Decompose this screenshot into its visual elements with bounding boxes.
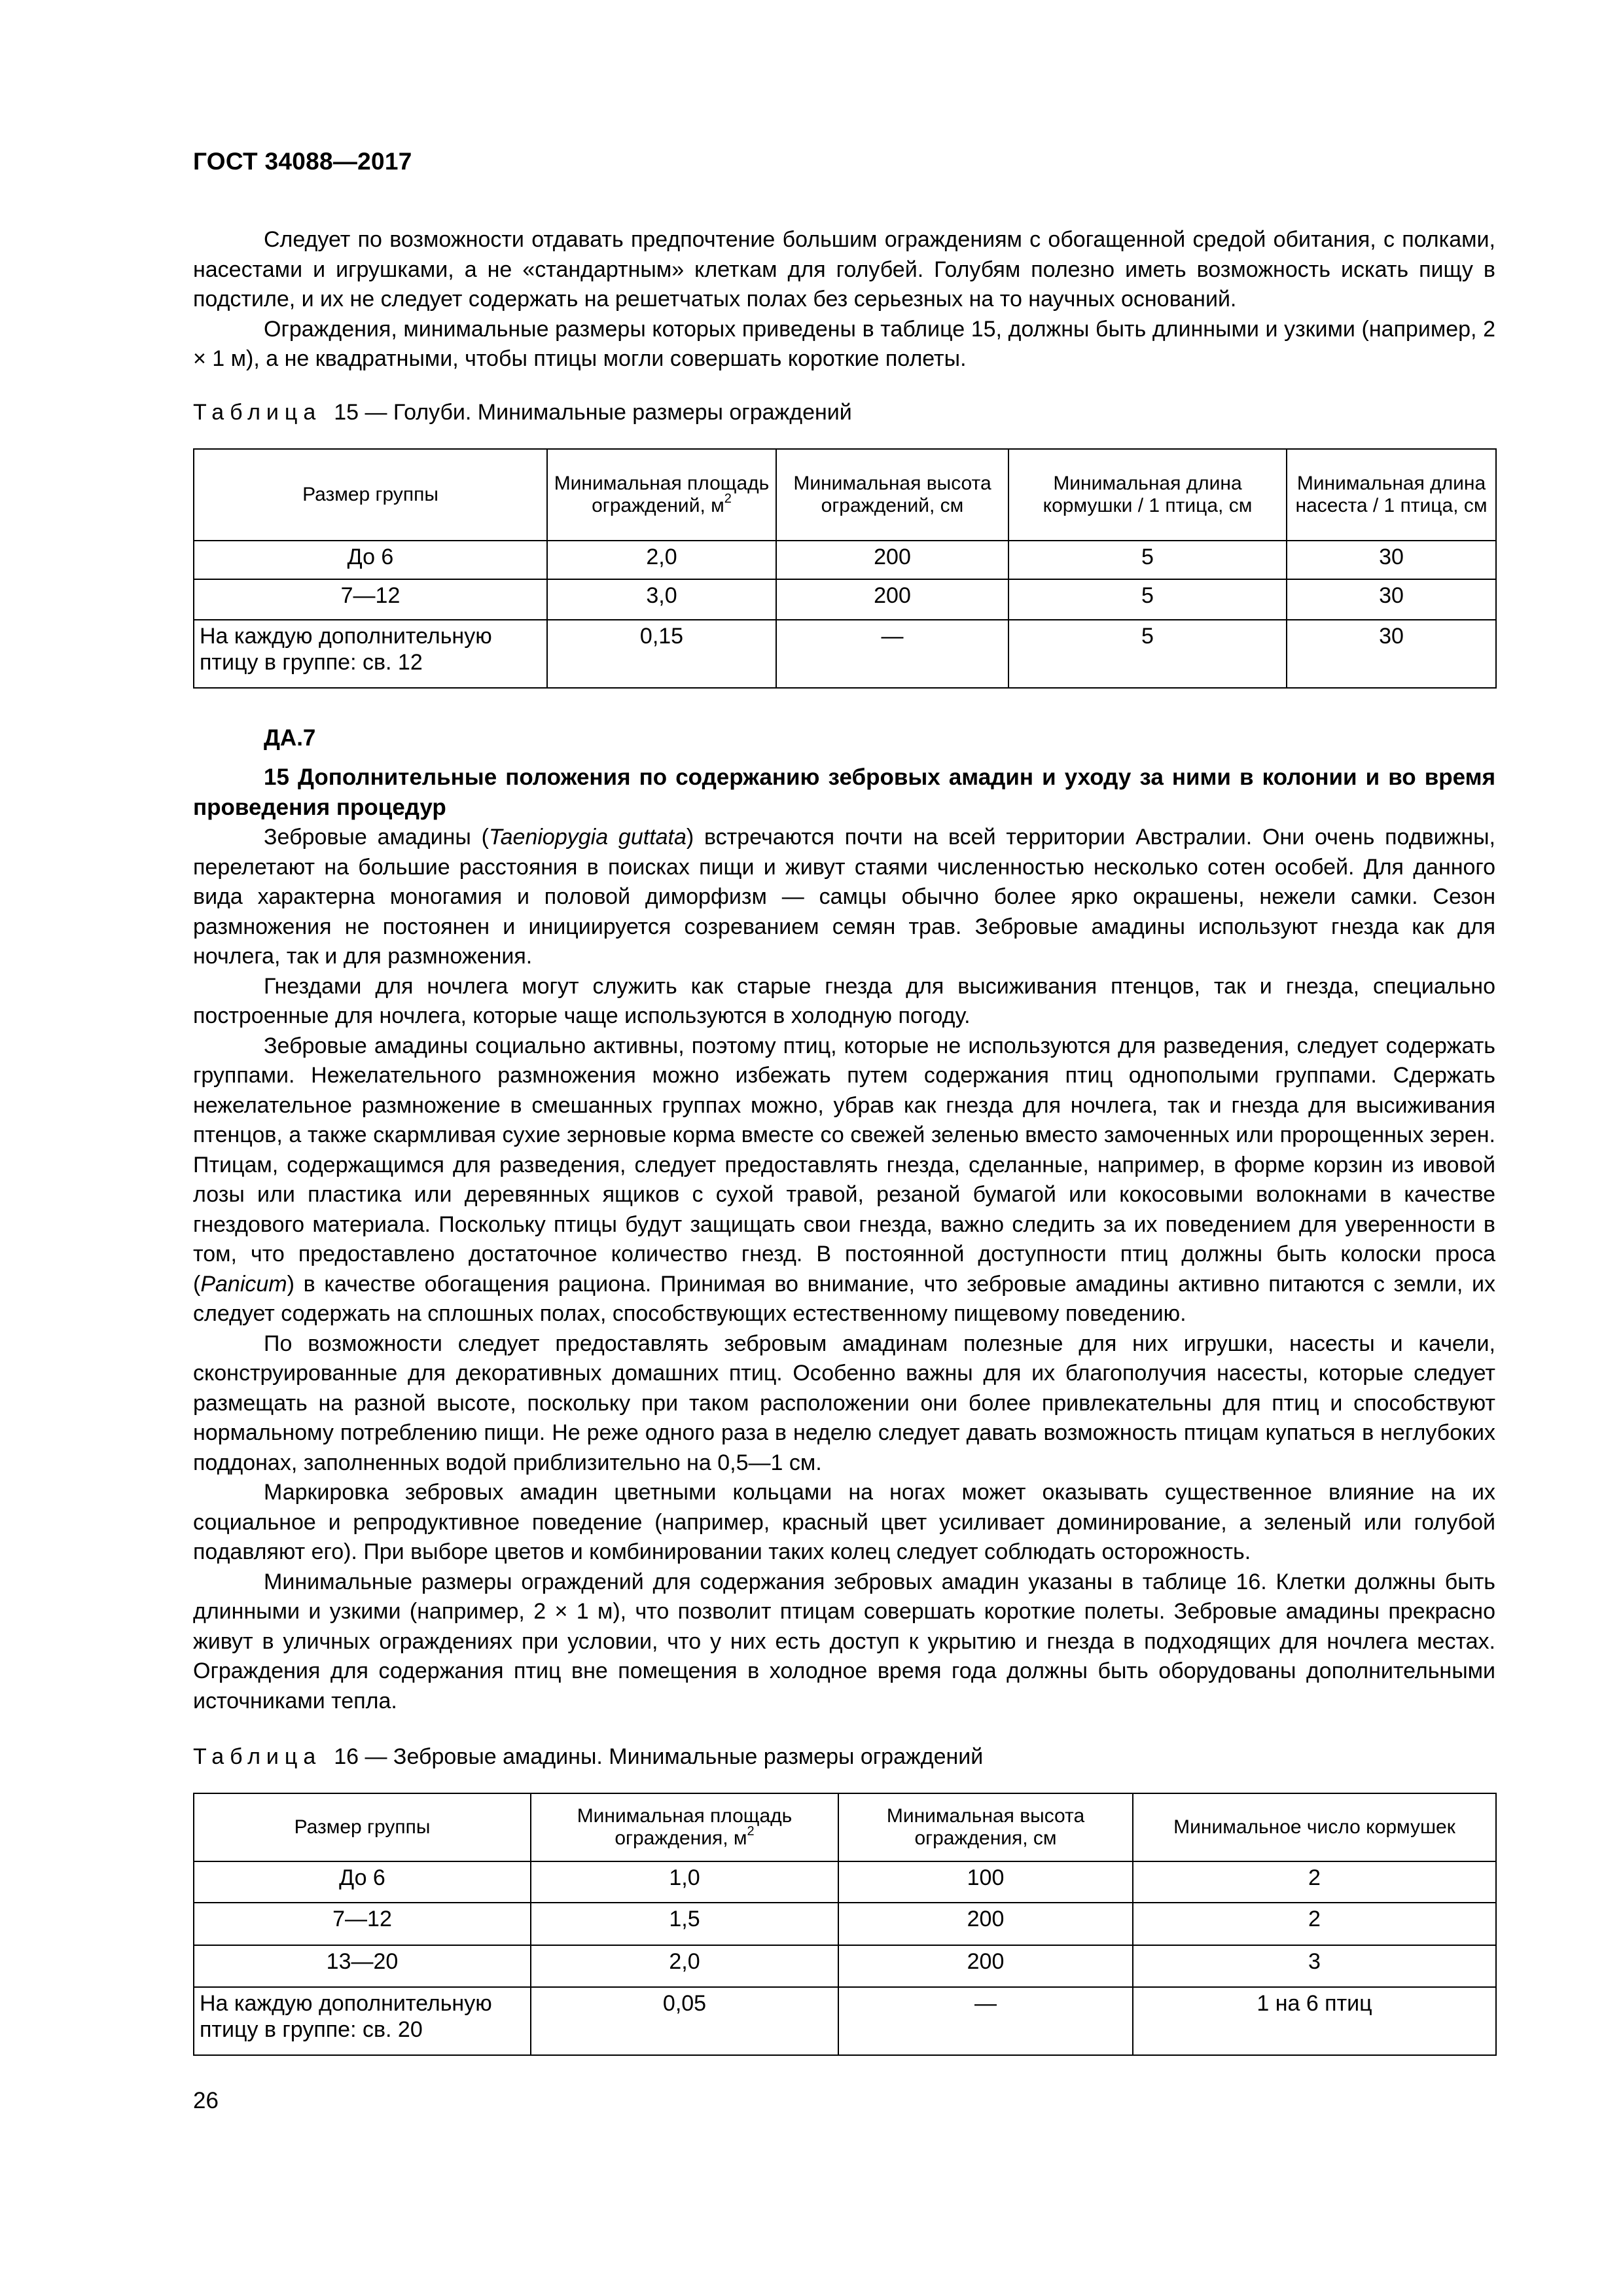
- table-row: [194, 1987, 1496, 2055]
- table15-header-sup: 2: [724, 492, 732, 506]
- intro-text: [193, 225, 1495, 374]
- p1-part-b: ) встречаются почти на всей территории Австралии. Они очень подвижны, перелетают на большие расстояния в поисках пищи и живут стаями численностью несколько сотен особей. Для данного вида характерна моногамия и половой диморфизм — самцы обычно более ярко окрашены, нежели самки. Сезон размножения не постоянен и инициируется созреванием семян трав. Зебровые амадины используют гнезда как для ночлега, так и для размножения.: [193, 825, 1495, 969]
- p3-latin-name: Panicum: [200, 1271, 287, 1297]
- table16-header-text: Минимальная площадь ограждения, м: [577, 1805, 793, 1849]
- table-cell: 13—20: [194, 1945, 531, 1987]
- p3-part-a: Зебровые амадины социально активны, поэтому птиц, которые не используются для разведения, следует содержать группами. Нежелательного размножения можно избежать путем содержания птиц однополыми группами. Сдержать нежелательное размножение в смешанных группах можно, убрав как гнезда для ночлега, так и гнезда для высиживания птенцов, а также скармливая сухие зерновые корма вместе со свежей зеленью вместо замоченных или пророщенных зерен. Птицам, содержащимся для разведения, следует предоставлять гнезда, сделанные, например, в форме корзин из ивовой лозы или пластика или деревянных ящиков с сухой травой, резаной бумагой или кокосовыми волокнами в качестве гнездового материала. Поскольку птицы будут защищать свои гнезда, важно следить за их поведением для уверенности в том, что предоставлено достаточное количество гнезд. В постоянной доступности птиц должны быть колоски проса (: [193, 1033, 1495, 1297]
- table-cell: 30: [1287, 541, 1496, 579]
- p3-part-b: ) в качестве обогащения рациона. Принимая во внимание, что зебровые амадины активно питаются с земли, их следует содержать на сплошных полах, способствующих естественному пищевому поведению.: [193, 1271, 1495, 1326]
- table-cell: 1,0: [531, 1861, 838, 1903]
- section-paragraph-6: Минимальные размеры ограждений для содержания зебровых амадин указаны в таблице 16. Клетки должны быть длинными и узкими (например, 2 × 1 м), что позволит птицам совершать короткие полеты. Зебровые амадины прекрасно живут в уличных ограждениях при условии, что у них есть доступ к укрытию и гнезда в подходящих для ночлега местах. Ограждения для содержания птиц вне помещения в холодное время года должны быть оборудованы дополнительными источниками тепла.: [193, 1569, 1495, 1713]
- table-cell: 200: [776, 541, 1008, 579]
- table15-header-cell: [547, 449, 776, 541]
- document-header: ГОСТ 34088—2017: [193, 148, 412, 175]
- table15-caption-word: Таблица: [193, 400, 322, 425]
- section-paragraph-2: Гнездами для ночлега могут служить как старые гнезда для высиживания птенцов, так и гнезда, специально построенные для ночлега, которые чаще используются в холодную погоду.: [193, 973, 1495, 1028]
- section-paragraph-3: [193, 1031, 1495, 1329]
- intro-paragraph-1: Следует по возможности отдавать предпочтение большим ограждениям с обогащенной средой обитания, с полками, насестами и игрушками, а не «стандартным» клеткам для голубей. Голубям полезно иметь возможность искать пищу в подстиле, и их не следует содержать на решетчатых полах без серьезных на то научных оснований.: [193, 227, 1495, 312]
- section-heading: 15 Дополнительные положения по содержанию зебровых амадин и уходу за ними в колонии и во время проведения процедур: [193, 764, 1495, 820]
- p1-part-a: Зебровые амадины (: [264, 825, 489, 850]
- table15-container: [193, 448, 1495, 689]
- table-cell: 200: [838, 1903, 1133, 1945]
- p1-latin-name: Taeniopygia guttata: [488, 825, 687, 850]
- table16-container: [193, 1793, 1495, 2056]
- table16-header-cell: Минимальная высота ограждения, см: [838, 1793, 1133, 1861]
- table-row: [194, 1861, 1496, 1903]
- table-cell: 3: [1133, 1945, 1496, 1987]
- table16-caption-text: 16 — Зебровые амадины. Минимальные размеры ограждений: [334, 1744, 984, 1769]
- table15-header-row: [194, 449, 1496, 541]
- table-cell: —: [838, 1987, 1133, 2055]
- section-id: ДА.7: [264, 725, 316, 751]
- table-row: [194, 620, 1496, 688]
- table-cell: 7—12: [194, 579, 547, 620]
- table-cell: 1 на 6 птиц: [1133, 1987, 1496, 2055]
- table-row: [194, 541, 1496, 579]
- table16-caption-word: Таблица: [193, 1744, 322, 1769]
- table16-header-sup: 2: [747, 1824, 755, 1839]
- table15-header-text: Минимальная площадь ограждений, м: [554, 473, 770, 516]
- section-da7: [193, 723, 1495, 1716]
- table-cell: 5: [1008, 579, 1287, 620]
- table-cell: До 6: [194, 541, 547, 579]
- table-cell: До 6: [194, 1861, 531, 1903]
- table-cell: 2,0: [547, 541, 776, 579]
- table15-header-cell: Минимальная длина кормушки / 1 птица, см: [1008, 449, 1287, 541]
- table-row: [194, 1945, 1496, 1987]
- table-cell: —: [776, 620, 1008, 688]
- table-cell: 30: [1287, 620, 1496, 688]
- table15-header-cell: Размер группы: [194, 449, 547, 541]
- table15-caption-text: 15 — Голуби. Минимальные размеры ограждений: [334, 400, 852, 425]
- table16-header-row: [194, 1793, 1496, 1861]
- table-cell: 30: [1287, 579, 1496, 620]
- table-cell: 1,5: [531, 1903, 838, 1945]
- table-cell: 2: [1133, 1903, 1496, 1945]
- table15-caption: [193, 398, 1495, 427]
- table15: [193, 448, 1497, 689]
- table-cell: На каждую дополнительную птицу в группе: св. 20: [194, 1987, 531, 2055]
- section-paragraph-5: Маркировка зебровых амадин цветными кольцами на ногах может оказывать существенное влияние на их социальное и репродуктивное поведение (например, красный цвет усиливает доминирование, а зеленый или голубой подавляют его). При выборе цветов и комбинировании таких колец следует соблюдать осторожность.: [193, 1480, 1495, 1564]
- section-paragraph-1: [193, 823, 1495, 972]
- table16-header-cell: Минимальное число кормушек: [1133, 1793, 1496, 1861]
- table-cell: 0,15: [547, 620, 776, 688]
- table-row: [194, 1903, 1496, 1945]
- table16-header-cell: [531, 1793, 838, 1861]
- table-cell: 2,0: [531, 1945, 838, 1987]
- table-row: [194, 579, 1496, 620]
- table-cell: На каждую дополнительную птицу в группе: св. 12: [194, 620, 547, 688]
- intro-paragraph-2: Ограждения, минимальные размеры которых приведены в таблице 15, должны быть длинными и узкими (например, 2 × 1 м), а не квадратными, чтобы птицы могли совершать короткие полеты.: [193, 316, 1495, 371]
- table-cell: 7—12: [194, 1903, 531, 1945]
- table-cell: 2: [1133, 1861, 1496, 1903]
- table-cell: 200: [776, 579, 1008, 620]
- section-paragraph-4: По возможности следует предоставлять зебровым амадинам полезные для них игрушки, насесты и качели, сконструированные для декоративных домашних птиц. Особенно важны для их благополучия насесты, которые следует размещать на разной высоте, поскольку при таком расположении они более привлекательны для птиц и способствуют нормальному потреблению пищи. Не реже одного раза в неделю следует давать возможность птицам купаться в неглубоких поддонах, заполненных водой приблизительно на 0,5—1 см.: [193, 1331, 1495, 1475]
- table16-caption: [193, 1742, 1495, 1772]
- table-cell: 200: [838, 1945, 1133, 1987]
- table15-header-cell: Минимальная высота ограждений, см: [776, 449, 1008, 541]
- table-cell: 3,0: [547, 579, 776, 620]
- table16-header-cell: Размер группы: [194, 1793, 531, 1861]
- table-cell: 5: [1008, 541, 1287, 579]
- table-cell: 0,05: [531, 1987, 838, 2055]
- table-cell: 100: [838, 1861, 1133, 1903]
- table-cell: 5: [1008, 620, 1287, 688]
- page-number: 26: [193, 2088, 219, 2113]
- table15-header-cell: Минимальная длина насеста / 1 птица, см: [1287, 449, 1496, 541]
- table16: [193, 1793, 1497, 2056]
